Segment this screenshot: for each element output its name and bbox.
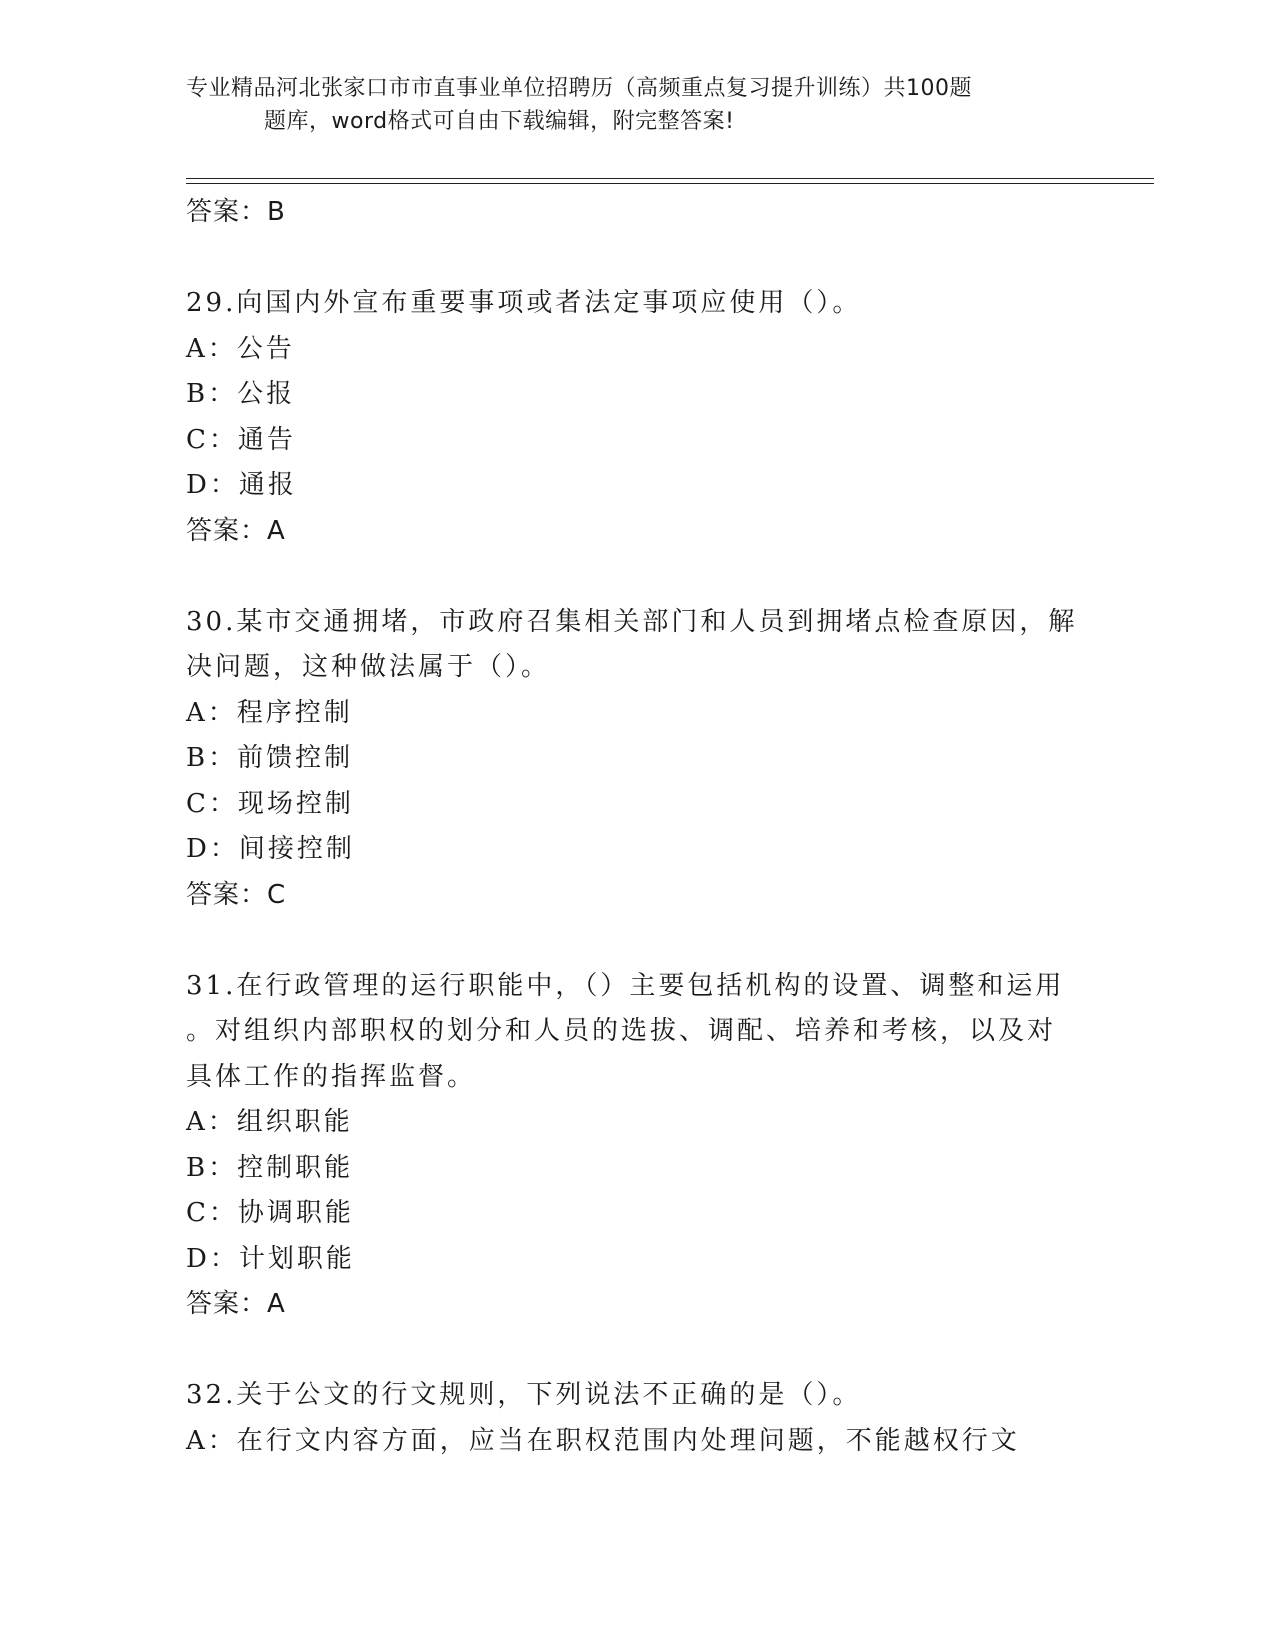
header-title-line-1: 专业精品河北张家口市市直事业单位招聘历（高频重点复习提升训练）共100题 [186, 76, 972, 101]
question-text: 30.某市交通拥堵，市政府召集相关部门和人员到拥堵点检查原因，解 [186, 606, 1078, 637]
question-text: 31.在行政管理的运行职能中，（）主要包括机构的设置、调整和运用 [186, 970, 1065, 1001]
option-c: C：现场控制 [186, 788, 354, 819]
spacer [186, 1328, 1086, 1374]
header-title-line-2: 题库，word格式可自由下载编辑，附完整答案! [264, 109, 735, 134]
question-text: 决问题，这种做法属于（）。 [186, 652, 551, 682]
question-text: 。对组织内部职权的划分和人员的选拔、调配、培养和考核，以及对 [186, 1016, 1057, 1046]
option-d: D：计划职能 [186, 1243, 355, 1274]
option-d: D：间接控制 [186, 834, 355, 864]
option-a: A：程序控制 [186, 697, 353, 728]
document-body [186, 190, 1086, 1464]
option-b: B：控制职能 [186, 1152, 354, 1183]
question-block [186, 964, 1086, 1328]
question-block [186, 600, 1086, 919]
option-c: C：通告 [186, 424, 296, 455]
option-a: A：组织职能 [186, 1107, 353, 1137]
spacer [186, 554, 1086, 600]
option-b: B：前馈控制 [186, 743, 354, 773]
answer-line: 答案：C [186, 879, 287, 910]
question-block [186, 281, 1086, 554]
option-c: C：协调职能 [186, 1198, 354, 1228]
question-text: 具体工作的指挥监督。 [186, 1061, 477, 1092]
spacer [186, 918, 1086, 964]
option-a: A：公告 [186, 333, 295, 364]
spacer [186, 236, 1086, 282]
header-rule-bottom [186, 183, 1154, 184]
option-d: D：通报 [186, 470, 297, 500]
question-text: 32.关于公文的行文规则，下列说法不正确的是（）。 [186, 1380, 862, 1410]
answer-line: 答案：A [186, 515, 286, 546]
option-b: B：公报 [186, 379, 296, 409]
question-text: 29.向国内外宣布重要事项或者法定事项应使用（）。 [186, 288, 862, 318]
question-block [186, 1373, 1086, 1464]
answer-line: 答案：A [186, 1289, 286, 1319]
header-rule-top [186, 178, 1154, 179]
answer-line: 答案：B [186, 197, 286, 227]
page-header [186, 72, 1066, 138]
option-a: A：在行文内容方面，应当在职权范围内处理问题，不能越权行文 [186, 1425, 1020, 1456]
